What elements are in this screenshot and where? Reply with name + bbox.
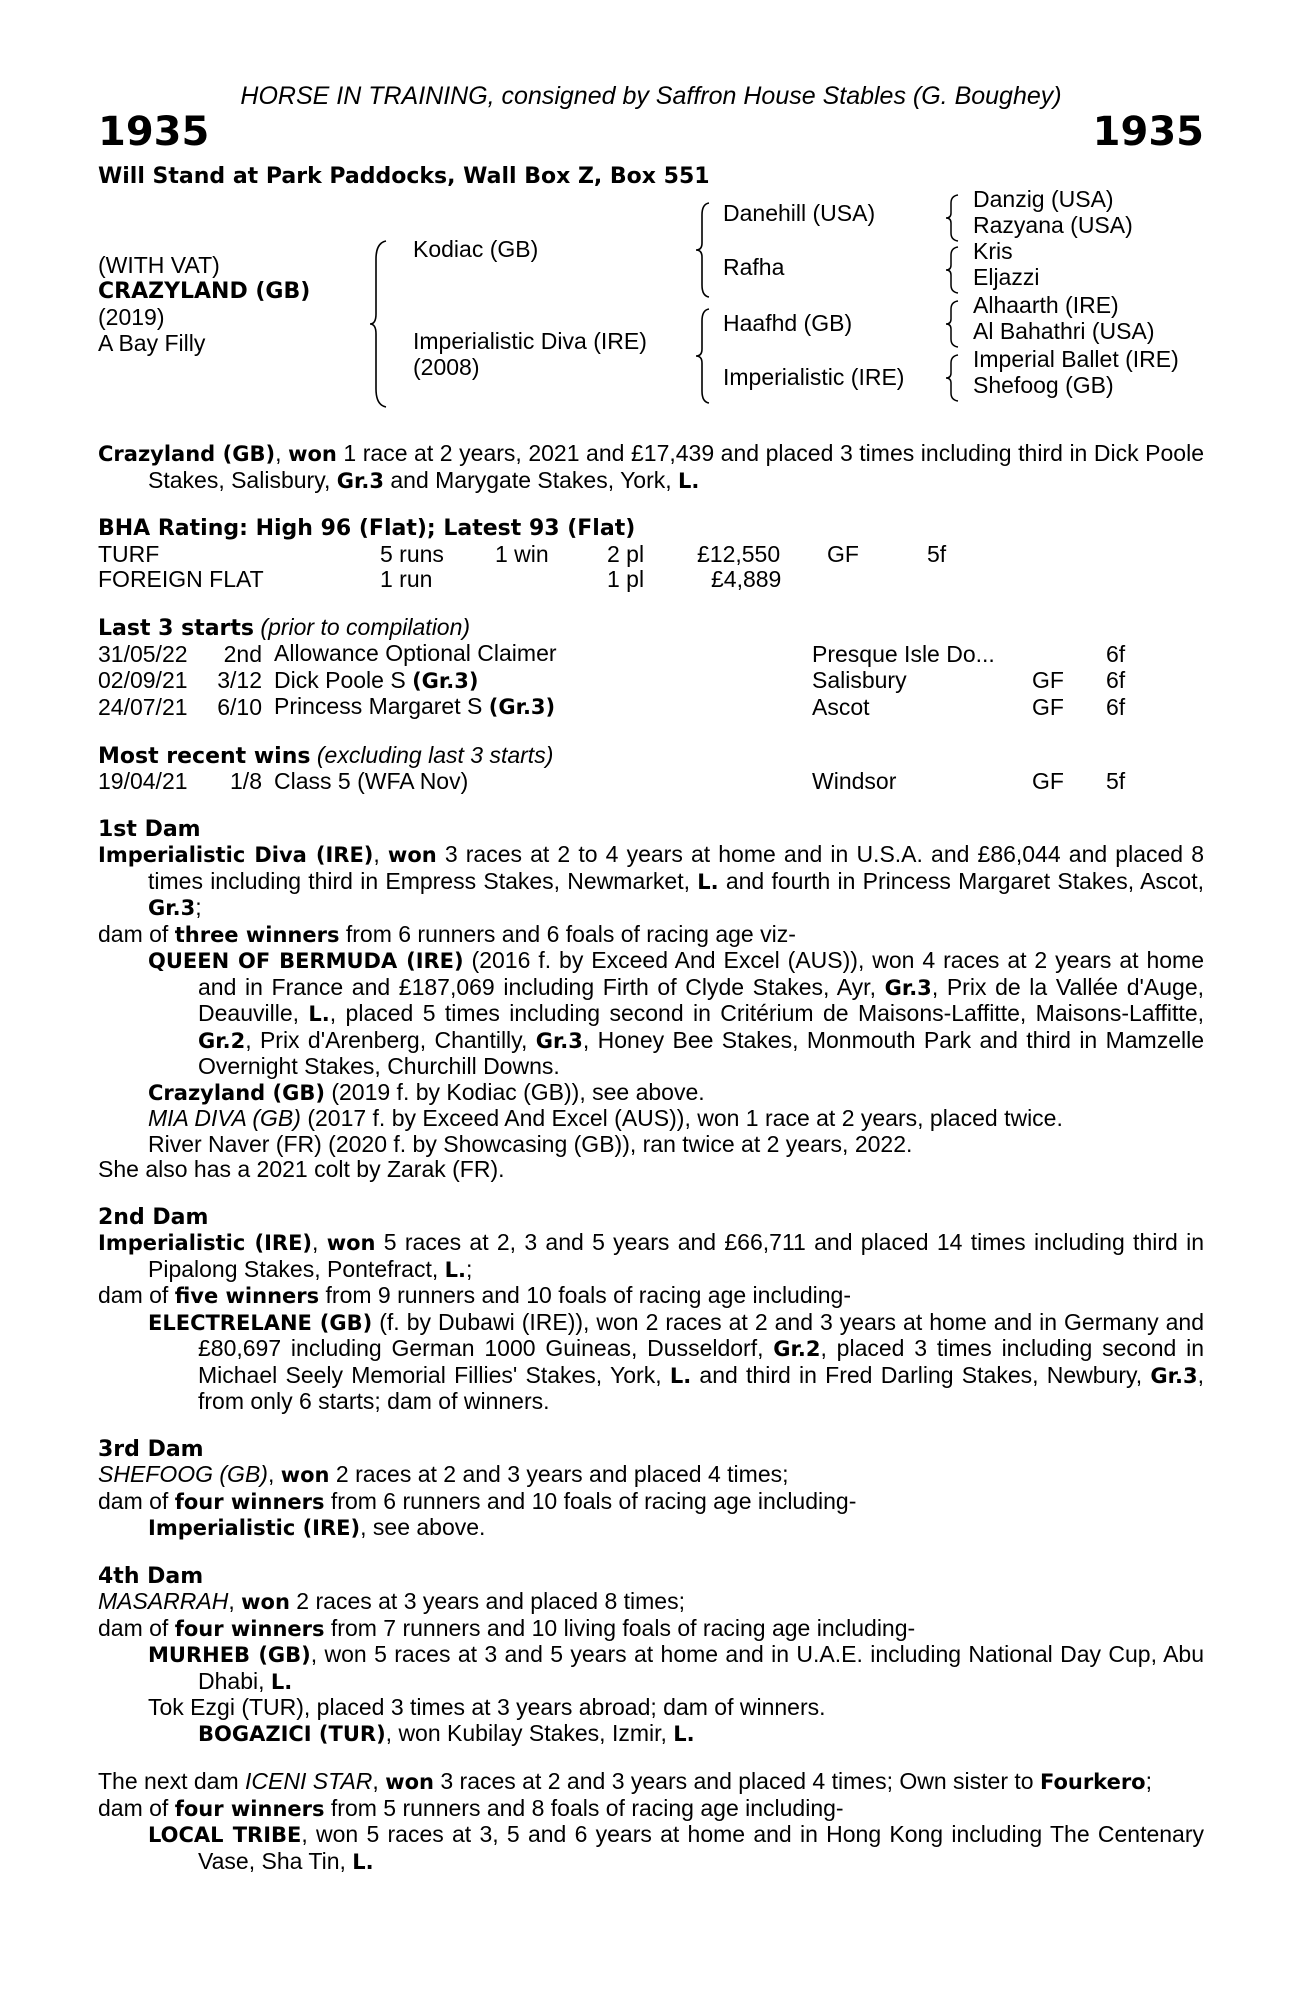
bha-stats-table [98,542,946,593]
last-3-starts-section: Last 3 starts (prior to compilation) 31/05/22 2nd Allowance Optional Claimer Presque Isle Do... 6f 02/09/21 3/12 Dick Poole S (Gr.3) Salisbury GF 6f 24/07/21 6/10 Princess Margaret S (Gr.3) Ascot GF 6f [98,613,1126,720]
table-row: 02/09/21 3/12 Dick Poole S (Gr.3) Salisbury GF 6f [98,666,1126,693]
fourth-dam-section: 4th Dam MASARRAH, won 2 races at 3 years and placed 8 times; dam of four winners from 7 runners and 10 living foals of racing age including- MURHEB (GB), won 5 races at 3 and 5 years at home and in U.A.E. including National Day Cup, Abu Dhabi, L. Tok Ezgi (TUR), placed 3 times at 3 years abroad; dam of winners. BOGAZICI (TUR), won Kubilay Stakes, Izmir, L. [98,1563,1204,1746]
pedigree-dam-dam: Imperialistic (IRE) [723,364,905,390]
table-row: FOREIGN FLAT 1 run 1 pl £4,889 [98,566,782,592]
list-item: Crazyland (GB) (2019 f. by Kodiac (GB)), see above. [148,1078,705,1105]
stand-location: Will Stand at Park Paddocks, Wall Box Z, Box 551 [98,163,710,189]
third-dam-section: 3rd Dam SHEFOOG (GB), won 2 races at 2 and 3 years and placed 4 times; dam of four winners from 6 runners and 10 foals of racing age including- Imperialistic (IRE), see above. [98,1437,1204,1542]
pedigree-brace-sd [946,245,960,295]
pedigree-ss-sire: Danzig (USA) [973,186,1114,212]
pedigree-sire-dam: Rafha [723,254,785,280]
horse-name: CRAZYLAND (GB) [98,279,311,304]
pedigree-ds-dam: Al Bahathri (USA) [973,318,1155,344]
list-item: LOCAL TRIBE, won 5 races at 3, 5 and 6 years at home and in Hong Kong including The Centenary Vase, Sha Tin, L. [148,1821,1204,1874]
also-note: She also has a 2021 colt by Zarak (FR). [98,1156,505,1182]
list-item: Imperialistic (IRE), see above. [148,1514,486,1540]
horse-vat: (WITH VAT) [98,252,220,278]
pedigree-sire-sire: Danehill (USA) [723,200,876,226]
list-item: Tok Ezgi (TUR), placed 3 times at 3 years abroad; dam of winners. [148,1694,826,1720]
bha-rating-title: BHA Rating: High 96 (Flat); Latest 93 (Flat) [98,516,636,541]
table-row: 24/07/21 6/10 Princess Margaret S (Gr.3) Ascot GF 6f [98,693,1126,720]
table-row: 19/04/21 1/8 Class 5 (WFA Nov) Windsor GF 5f [98,768,1126,794]
pedigree-brace-ss [946,193,960,243]
pedigree-chart [98,186,1204,419]
pedigree-ss-dam: Razyana (USA) [973,212,1133,238]
catalogue-page [98,84,1204,1875]
race-summary: Crazyland (GB), won 1 race at 2 years, 2021 and £17,439 and placed 3 times including third in Dick Poole Stakes, Salisbury, Gr.3 and Marygate Stakes, York, L. [98,440,1205,493]
second-dam-section: 2nd Dam Imperialistic (IRE), won 5 races at 2, 3 and 5 years and £66,711 and placed 14 times including third in Pipalong Stakes, Pontefract, L.; dam of five winners from 9 runners and 10 foals of racing age including- ELECTRELANE (GB) (f. by Dubawi (IRE)), won 2 races at 2 and 3 years at home and in Germany and £80,697 including German 1000 Guineas, Dusseldorf, Gr.2, placed 3 times including second in Michael Seely Memorial Fillies' Stakes, York, L. and third in Fred Darling Stakes, Newbury, Gr.3, from only 6 starts; dam of winners. [98,1204,1205,1414]
pedigree-sd-sire: Kris [973,238,1013,264]
list-item: QUEEN OF BERMUDA (IRE) (2016 f. by Exceed And Excel (AUS)), won 4 races at 2 years at home and in France and £187,069 including Firth of Clyde Stakes, Ayr, Gr.3, Prix de la Vallée d'Auge, Deauville, L., placed 5 times including second in Critérium de Maisons-Laffitte, Maisons-Laffitte, Gr.2, Prix d'Arenberg, Chantilly, Gr.3, Honey Bee Stakes, Monmouth Park and third in Mamzelle Overnight Stakes, Churchill Downs. [148,947,1205,1079]
pedigree-dd-sire: Imperial Ballet (IRE) [973,346,1179,372]
list-item: MURHEB (GB), won 5 races at 3 and 5 years at home and in U.A.E. including National Day Cup, Abu Dhabi, L. [148,1641,1204,1694]
list-item: BOGAZICI (TUR), won Kubilay Stakes, Izmir, L. [198,1719,695,1746]
recent-wins-table [98,769,1125,795]
pedigree-ds-sire: Alhaarth (IRE) [973,292,1119,318]
horse-description: A Bay Filly [98,330,206,356]
first-dam-title: 1st Dam [98,816,201,842]
page-title: HORSE IN TRAINING, consigned by Saffron House Stables (G. Boughey) [240,82,1062,110]
pedigree-brace-ds [946,299,960,349]
pedigree-dam-year: (2008) [413,354,480,380]
recent-wins-title: Most recent wins [98,743,311,769]
last-3-table [98,641,1125,721]
pedigree-dam: Imperialistic Diva (IRE) [413,328,647,354]
table-row: TURF 5 runs 1 win 2 pl £12,550 GF 5f [98,540,947,567]
second-dam-title: 2nd Dam [98,1204,209,1230]
last-3-title: Last 3 starts [98,615,255,641]
next-dam-section: The next dam ICENI STAR, won 3 races at 2 and 3 years and placed 4 times; Own sister to Fourkero; dam of four winners from 5 runners and 8 foals of racing age including- LOCAL TRIBE, won 5 races at 3, 5 and 6 years at home and in Hong Kong including The Centenary Vase, Sha Tin, L. [98,1768,1204,1874]
fourth-dam-title: 4th Dam [98,1563,204,1589]
pedigree-dd-dam: Shefoog (GB) [973,372,1114,398]
table-row: 31/05/22 2nd Allowance Optional Claimer Presque Isle Do... 6f [98,640,1126,667]
recent-wins-section: Most recent wins (excluding last 3 starts) 19/04/21 1/8 Class 5 (WFA Nov) Windsor GF 5f [98,741,1126,794]
lot-number-left: 1935 [98,108,210,155]
list-item: MIA DIVA (GB) (2017 f. by Exceed And Excel (AUS)), won 1 race at 2 years, placed twice. [148,1105,1063,1131]
third-dam-title: 3rd Dam [98,1436,204,1462]
pedigree-sire: Kodiac (GB) [413,236,539,262]
bha-rating-section [98,516,1204,593]
pedigree-brace-dam [696,307,712,405]
horse-year: (2019) [98,304,165,330]
pedigree-sd-dam: Eljazzi [973,264,1040,290]
pedigree-brace-sire [696,201,712,299]
first-dam-section: 1st Dam Imperialistic Diva (IRE), won 3 races at 2 to 4 years at home and in U.S.A. and £86,044 and placed 8 times including third in Empress Stakes, Newmarket, L. and fourth in Princess Margaret Stakes, Ascot, Gr.3; dam of three winners from 6 runners and 6 foals of racing age viz- QUEEN OF BERMUDA (IRE) (2016 f. by Exceed And Excel (AUS)), won 4 races at 2 years at home and in France and £187,069 including Firth of Clyde Stakes, Ayr, Gr.3, Prix de la Vallée d'Auge, Deauville, L., placed 5 times including second in Critérium de Maisons-Laffitte, Maisons-Laffitte, Gr.2, Prix d'Arenberg, Chantilly, Gr.3, Honey Bee Stakes, Monmouth Park and third in Mamzelle Overnight Stakes, Churchill Downs. Crazyland (GB) (2019 f. by Kodiac (GB)), see above. MIA DIVA (GB) (2017 f. by Exceed And Excel (AUS)), won 1 race at 2 years, placed twice. River Naver (FR) (2020 f. by Showcasing (GB)), ran twice at 2 years, 2022. She also has a 2021 colt by Zarak (FR). [98,816,1205,1182]
lot-number-row [98,110,1204,154]
pedigree-brace-main [370,239,390,409]
pedigree-brace-dd [946,353,960,403]
list-item: River Naver (FR) (2020 f. by Showcasing (GB)), ran twice at 2 years, 2022. [148,1130,913,1157]
pedigree-dam-sire: Haafhd (GB) [723,310,853,336]
list-item: ELECTRELANE (GB) (f. by Dubawi (IRE)), won 2 races at 2 and 3 years at home and in Germany and £80,697 including German 1000 Guineas, Dusseldorf, Gr.2, placed 3 times including second in Michael Seely Memorial Fillies' Stakes, York, L. and third in Fred Darling Stakes, Newbury, Gr.3, from only 6 starts; dam of winners. [148,1308,1205,1414]
lot-number-right: 1935 [1092,108,1204,155]
